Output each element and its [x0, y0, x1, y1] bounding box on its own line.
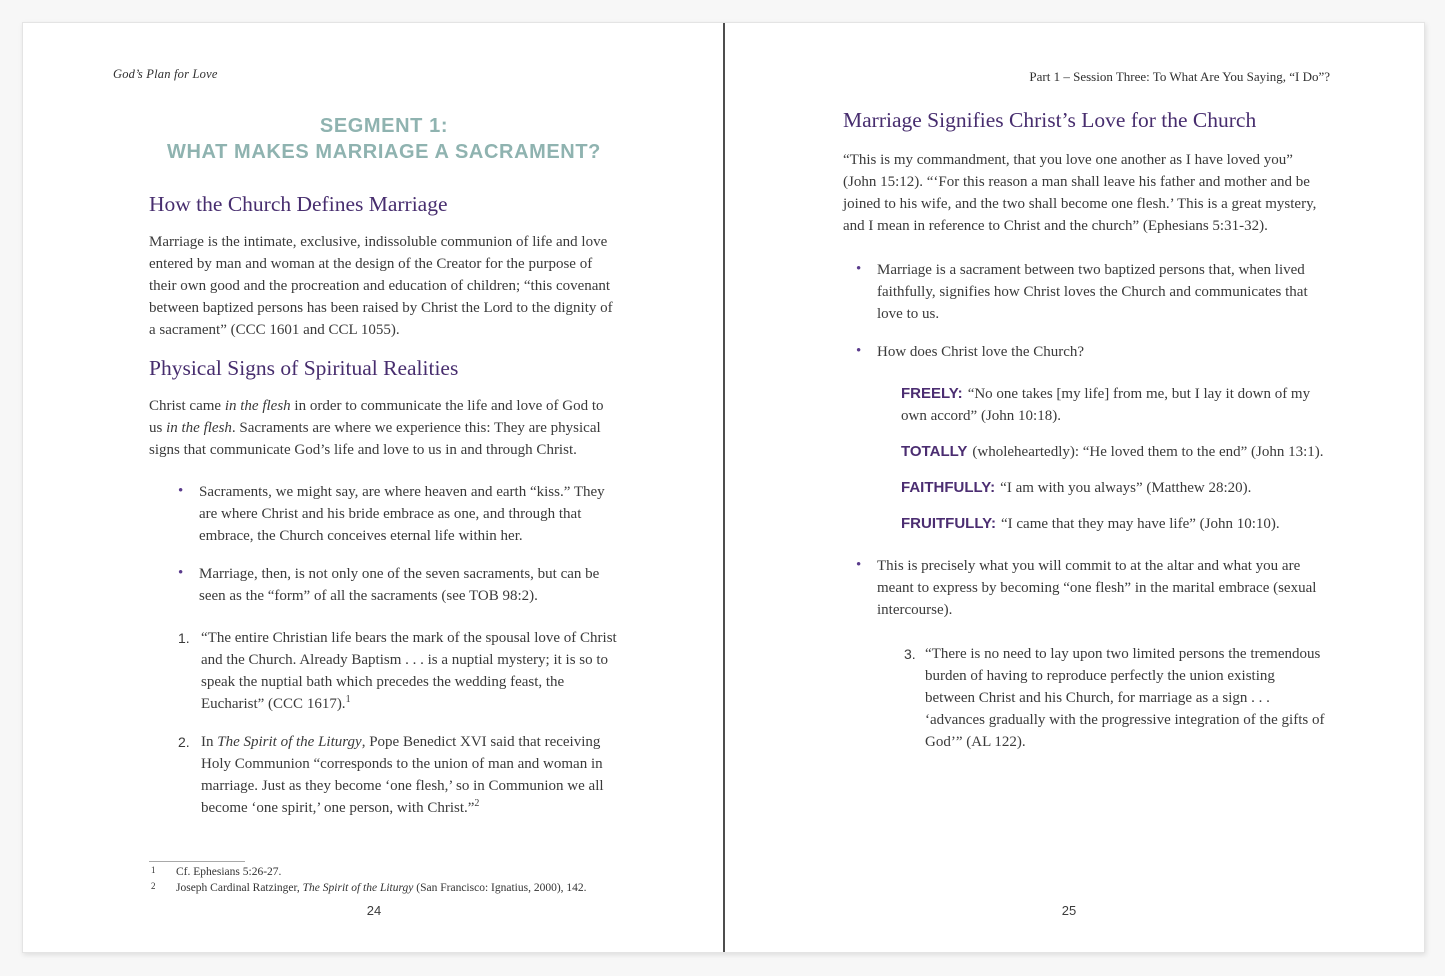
page-gutter-divider: [723, 23, 725, 952]
running-header-right: Part 1 – Session Three: To What Are You Saying, “I Do”?: [1029, 69, 1330, 84]
bullet-item-marriage-sacrament: [843, 259, 1325, 325]
footnote-number: 2: [151, 881, 156, 891]
numbered-item-2: 2. In The Spirit of the Liturgy, Pope Benedict XVI said that receiving Holy Communion “corresponds to the union of man and woman in marriage. Just as they become ‘one flesh,’ so in Communion we all become ‘one spirit,’ one person, with Christ.”$^2$: [149, 731, 619, 819]
book-spread: [22, 22, 1425, 953]
footnote-text: (San Francisco: Ignatius, 2000), 142.: [413, 882, 587, 894]
segment-title-line1: SEGMENT 1:: [319, 115, 449, 137]
bullet-dot-icon: •: [856, 557, 862, 573]
footnote-2: 2 Joseph Cardinal Ratzinger, The Spirit of the Liturgy (San Francisco: Ignatius, 2000), 142.: [151, 881, 587, 894]
footnote-text: Cf. Ephesians 5:26-27.: [176, 866, 282, 878]
definition-totally: [901, 441, 1325, 463]
item-number: 2.: [178, 734, 190, 750]
numbered-text: “The entire Christian life bears the mark of the spousal love of Christ and the Church. Already Baptism . . . is a nuptial mystery; it is so to speak the nuptial bath which precedes the wedding feast, the Eucharist” (CCC 1617).: [201, 630, 617, 712]
definition-label: TOTALLY: [901, 443, 968, 460]
bullet-dot-icon: •: [178, 483, 184, 499]
paragraph-defines-marriage: Marriage is the intimate, exclusive, indissoluble communion of life and love entered by man and woman at the design of the Creator for the purpose of their own good and the procreation and education of children; “this covenant between baptized persons has been raised by Christ the Lord to the dignity of a sacrament” (CCC 1601 and CCL 1055).: [149, 234, 613, 338]
italic-spirit-of-liturgy: The Spirit of the Liturgy: [302, 882, 414, 894]
numbered-item-3: [843, 643, 1325, 753]
definition-text: “I came that they may have life” (John 10:10).: [1001, 516, 1280, 532]
right-page: [843, 107, 1325, 769]
page-number-left: 24: [366, 903, 382, 918]
paragraph-physical-signs: Christ came in the flesh in order to communicate the life and love of God to us in the flesh. Sacraments are where we experience this: They are physical signs that communicate God’s life and love to us in and through Christ.: [149, 398, 604, 458]
bullet-item-marriage-form: [149, 563, 619, 607]
bullet-item-sacraments-kiss: [149, 481, 619, 547]
definition-freely: [901, 383, 1325, 427]
bullet-dot-icon: •: [856, 261, 862, 277]
italic-in-the-flesh-1: in the flesh: [224, 398, 291, 414]
footnote-ref-1: 1: [345, 694, 351, 705]
page-number-right: 25: [1061, 903, 1077, 918]
section-heading-physical-signs: Physical Signs of Spiritual Realities: [149, 356, 459, 380]
bullet-text: Sacraments, we might say, are where heaven and earth “kiss.” They are where Christ and his bride embrace as one, and through that embrace, the Church conceives eternal life within her.: [199, 484, 605, 544]
definition-faithfully: [901, 477, 1325, 499]
bullet-dot-icon: •: [178, 565, 184, 581]
bullet-text: How does Christ love the Church?: [877, 344, 1085, 360]
footnote-1: [149, 865, 619, 880]
definition-text: “I am with you always” (Matthew 28:20).: [1000, 480, 1252, 496]
italic-in-the-flesh-2: in the flesh: [166, 420, 232, 436]
paragraph-scripture-intro: “This is my commandment, that you love one another as I have loved you” (John 15:12). “‘For this reason a man shall leave his father and mother and be joined to his wife, and the two shall become one flesh.’ This is a great mystery, and I mean in reference to Christ and the church” (Ephesians 5:31-32).: [843, 152, 1317, 234]
bullet-text: Marriage, then, is not only one of the seven sacraments, but can be seen as the “form” of all the sacraments (see TOB 98:2).: [199, 566, 600, 604]
footnotes: [149, 865, 619, 897]
footnote-number: 1: [151, 865, 156, 875]
footnote-ref-2: 2: [474, 798, 480, 809]
bullet-text: This is precisely what you will commit to at the altar and what you are meant to express by becoming “one flesh” in the marital embrace (sexual intercourse).: [877, 558, 1317, 618]
bullet-item-how-christ-loves: [843, 341, 1325, 363]
footnote-rule: [149, 861, 245, 862]
bullet-text: Marriage is a sacrament between two baptized persons that, when lived faithfully, signifies how Christ loves the Church and communicates that love to us.: [877, 262, 1308, 322]
running-header-left: God’s Plan for Love: [113, 67, 218, 81]
section-heading-defines-marriage: How the Church Defines Marriage: [149, 192, 448, 216]
definition-text: (wholeheartedly): “He loved them to the end” (John 13:1).: [972, 444, 1324, 460]
section-heading-marriage-signifies: Marriage Signifies Christ’s Love for the Church: [843, 108, 1257, 132]
numbered-item-1: [149, 627, 619, 715]
bullet-item-commit-at-altar: [843, 555, 1325, 621]
definition-label: FAITHFULLY:: [901, 479, 996, 496]
definition-label: FRUITFULLY:: [901, 515, 996, 532]
left-page: [149, 107, 619, 835]
bullet-dot-icon: •: [856, 343, 862, 359]
definition-text: “No one takes [my life] from me, but I lay it down of my own accord” (John 10:18).: [901, 386, 1311, 424]
item-number: 3.: [904, 646, 916, 662]
segment-title-line2: WHAT MAKES MARRIAGE A SACRAMENT?: [167, 141, 601, 163]
numbered-text: “There is no need to lay upon two limited persons the tremendous burden of having to reproduce perfectly the union existing between Christ and his Church, for marriage as a sign . . . ‘advances gradually with the progressive integration of the gifts of God’” (AL 122).: [925, 646, 1325, 750]
definition-fruitfully: [901, 513, 1325, 535]
segment-title: [149, 113, 619, 165]
numbered-text: , Pope Benedict XVI said that receiving Holy Communion “corresponds to the union of man and woman in marriage. Just as they become ‘one flesh,’ so in Communion we all become ‘one spirit,’ one person, with Christ.”: [201, 734, 604, 816]
item-number: 1.: [178, 630, 190, 646]
definition-label: FREELY:: [901, 385, 963, 402]
italic-spirit-of-liturgy: The Spirit of the Liturgy: [217, 734, 362, 750]
